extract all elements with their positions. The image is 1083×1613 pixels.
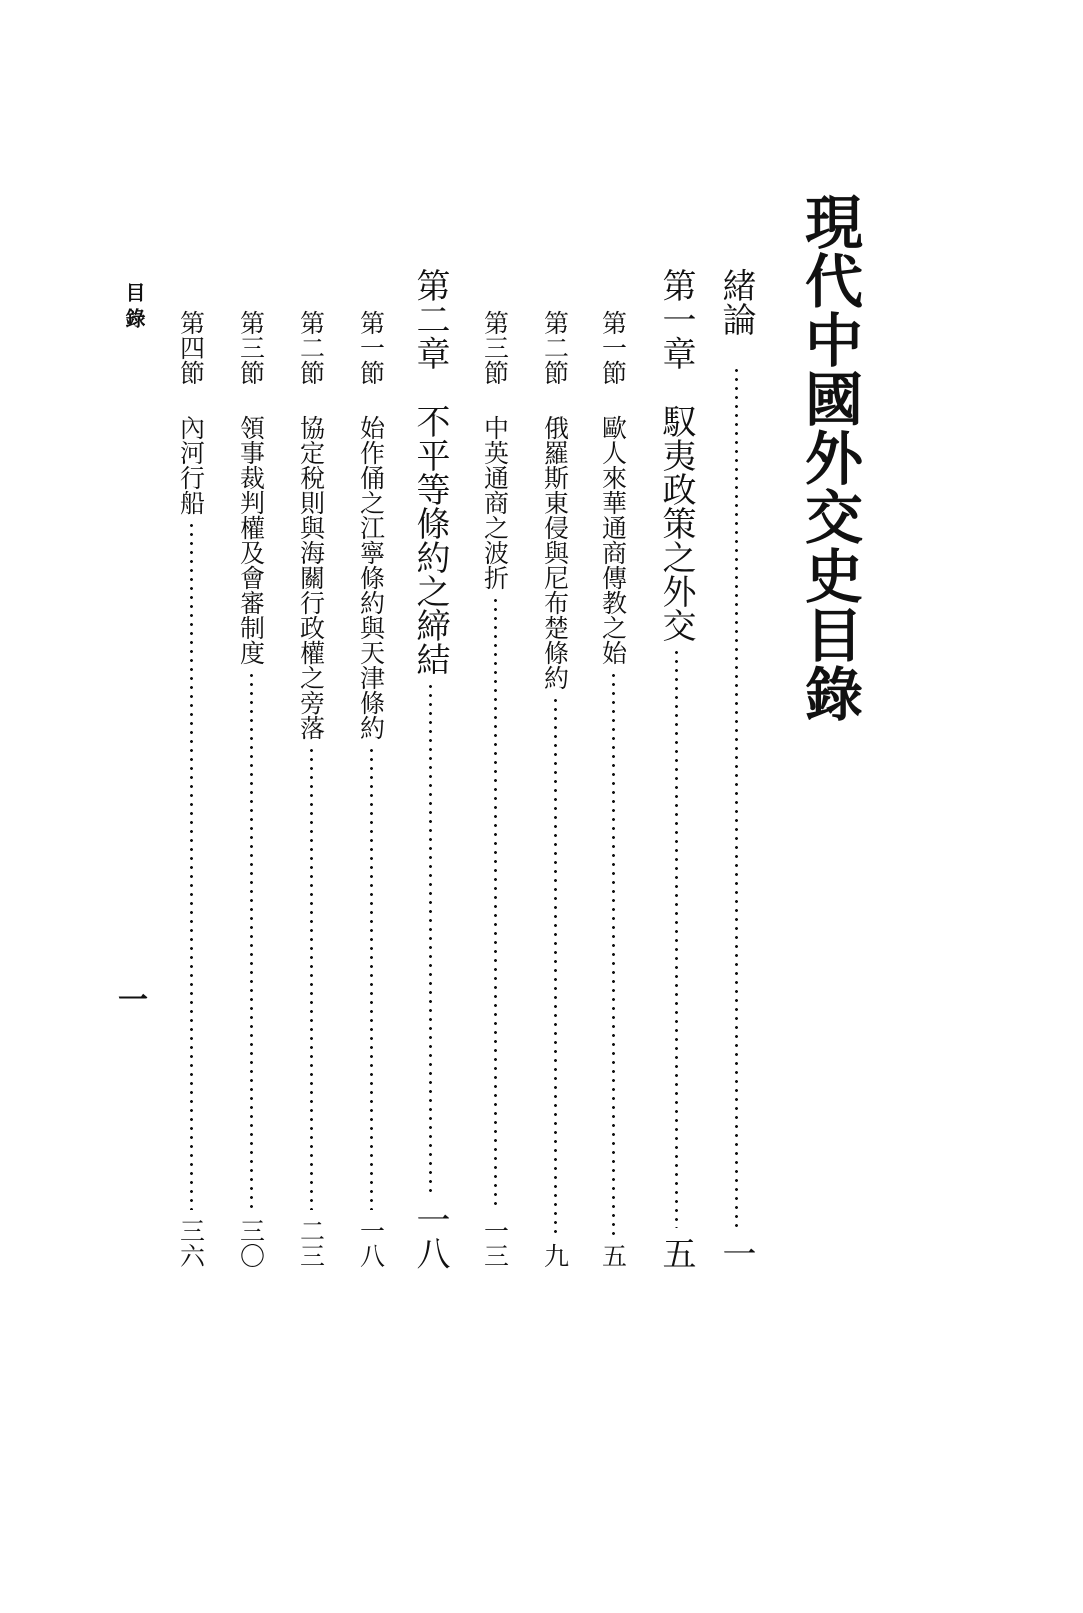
toc-entry-title: 內河行船 [176, 415, 206, 515]
toc-entry-label: 第四節 [176, 310, 206, 385]
toc-entry-title: 領事裁判權及會審制度 [236, 415, 266, 665]
dot-leader [370, 746, 373, 1210]
toc-entry-chapter-2-section-1[interactable] [356, 310, 386, 1268]
toc-entry-page: 一 [716, 1236, 756, 1270]
toc-entry-title: 馭夷政策之外交 [656, 404, 696, 642]
toc-entry-title: 不平等條約之締結 [410, 404, 450, 676]
toc-entry-label: 第二節 [296, 310, 326, 385]
toc-entry-chapter-2-section-3[interactable] [236, 310, 266, 1268]
dot-leader [735, 366, 738, 1228]
dot-leader [429, 682, 432, 1194]
toc-entry-introduction[interactable] [716, 268, 756, 1270]
toc-entry-chapter-2-section-2[interactable] [296, 310, 326, 1268]
dot-leader [675, 648, 678, 1228]
toc-entry-page: 三六 [176, 1218, 206, 1268]
running-head: 目錄 [122, 282, 146, 334]
dot-leader [554, 696, 557, 1235]
dot-leader [310, 746, 313, 1210]
dot-leader [494, 596, 497, 1210]
toc-entry-label: 第二章 [410, 268, 450, 370]
toc-entry-label: 第一章 [656, 268, 696, 370]
toc-entry-title: 歐人來華通商傳教之始 [598, 415, 628, 665]
toc-entry-chapter-1-section-2[interactable] [540, 310, 570, 1268]
toc-entry-label: 緒論 [716, 268, 756, 336]
dot-leader [612, 671, 615, 1235]
toc-entry-label: 第二節 [540, 310, 570, 385]
toc-entry-chapter-1[interactable] [656, 268, 696, 1270]
book-title: 現代中國外交史目錄 [795, 192, 863, 723]
toc-entry-title: 俄羅斯東侵與尼布楚條約 [540, 415, 570, 690]
toc-entry-title: 協定稅則與海關行政權之旁落 [296, 415, 326, 740]
toc-entry-page: 一三 [480, 1218, 510, 1268]
toc-entry-page: 一八 [410, 1202, 450, 1270]
toc-entry-page: 九 [540, 1243, 570, 1268]
toc-entry-label: 第一節 [356, 310, 386, 385]
toc-entry-page: 五 [656, 1236, 696, 1270]
page-folio: 一 [118, 983, 148, 1018]
toc-entry-title: 中英通商之波折 [480, 415, 510, 590]
toc-entry-chapter-2[interactable] [410, 268, 450, 1270]
toc-entry-page: 五 [598, 1243, 628, 1268]
toc-entry-label: 第三節 [480, 310, 510, 385]
toc-entry-chapter-2-section-4[interactable] [176, 310, 206, 1268]
toc-entry-title: 始作俑之江寧條約與天津條約 [356, 415, 386, 740]
toc-entry-page: 二三 [296, 1218, 326, 1268]
dot-leader [190, 521, 193, 1210]
dot-leader [250, 671, 253, 1210]
toc-entry-chapter-1-section-3[interactable] [480, 310, 510, 1268]
toc-entry-label: 第一節 [598, 310, 628, 385]
toc-entry-page: 三〇 [236, 1218, 266, 1268]
toc-entry-chapter-1-section-1[interactable] [598, 310, 628, 1268]
toc-entry-label: 第三節 [236, 310, 266, 385]
toc-entry-page: 一八 [356, 1218, 386, 1268]
